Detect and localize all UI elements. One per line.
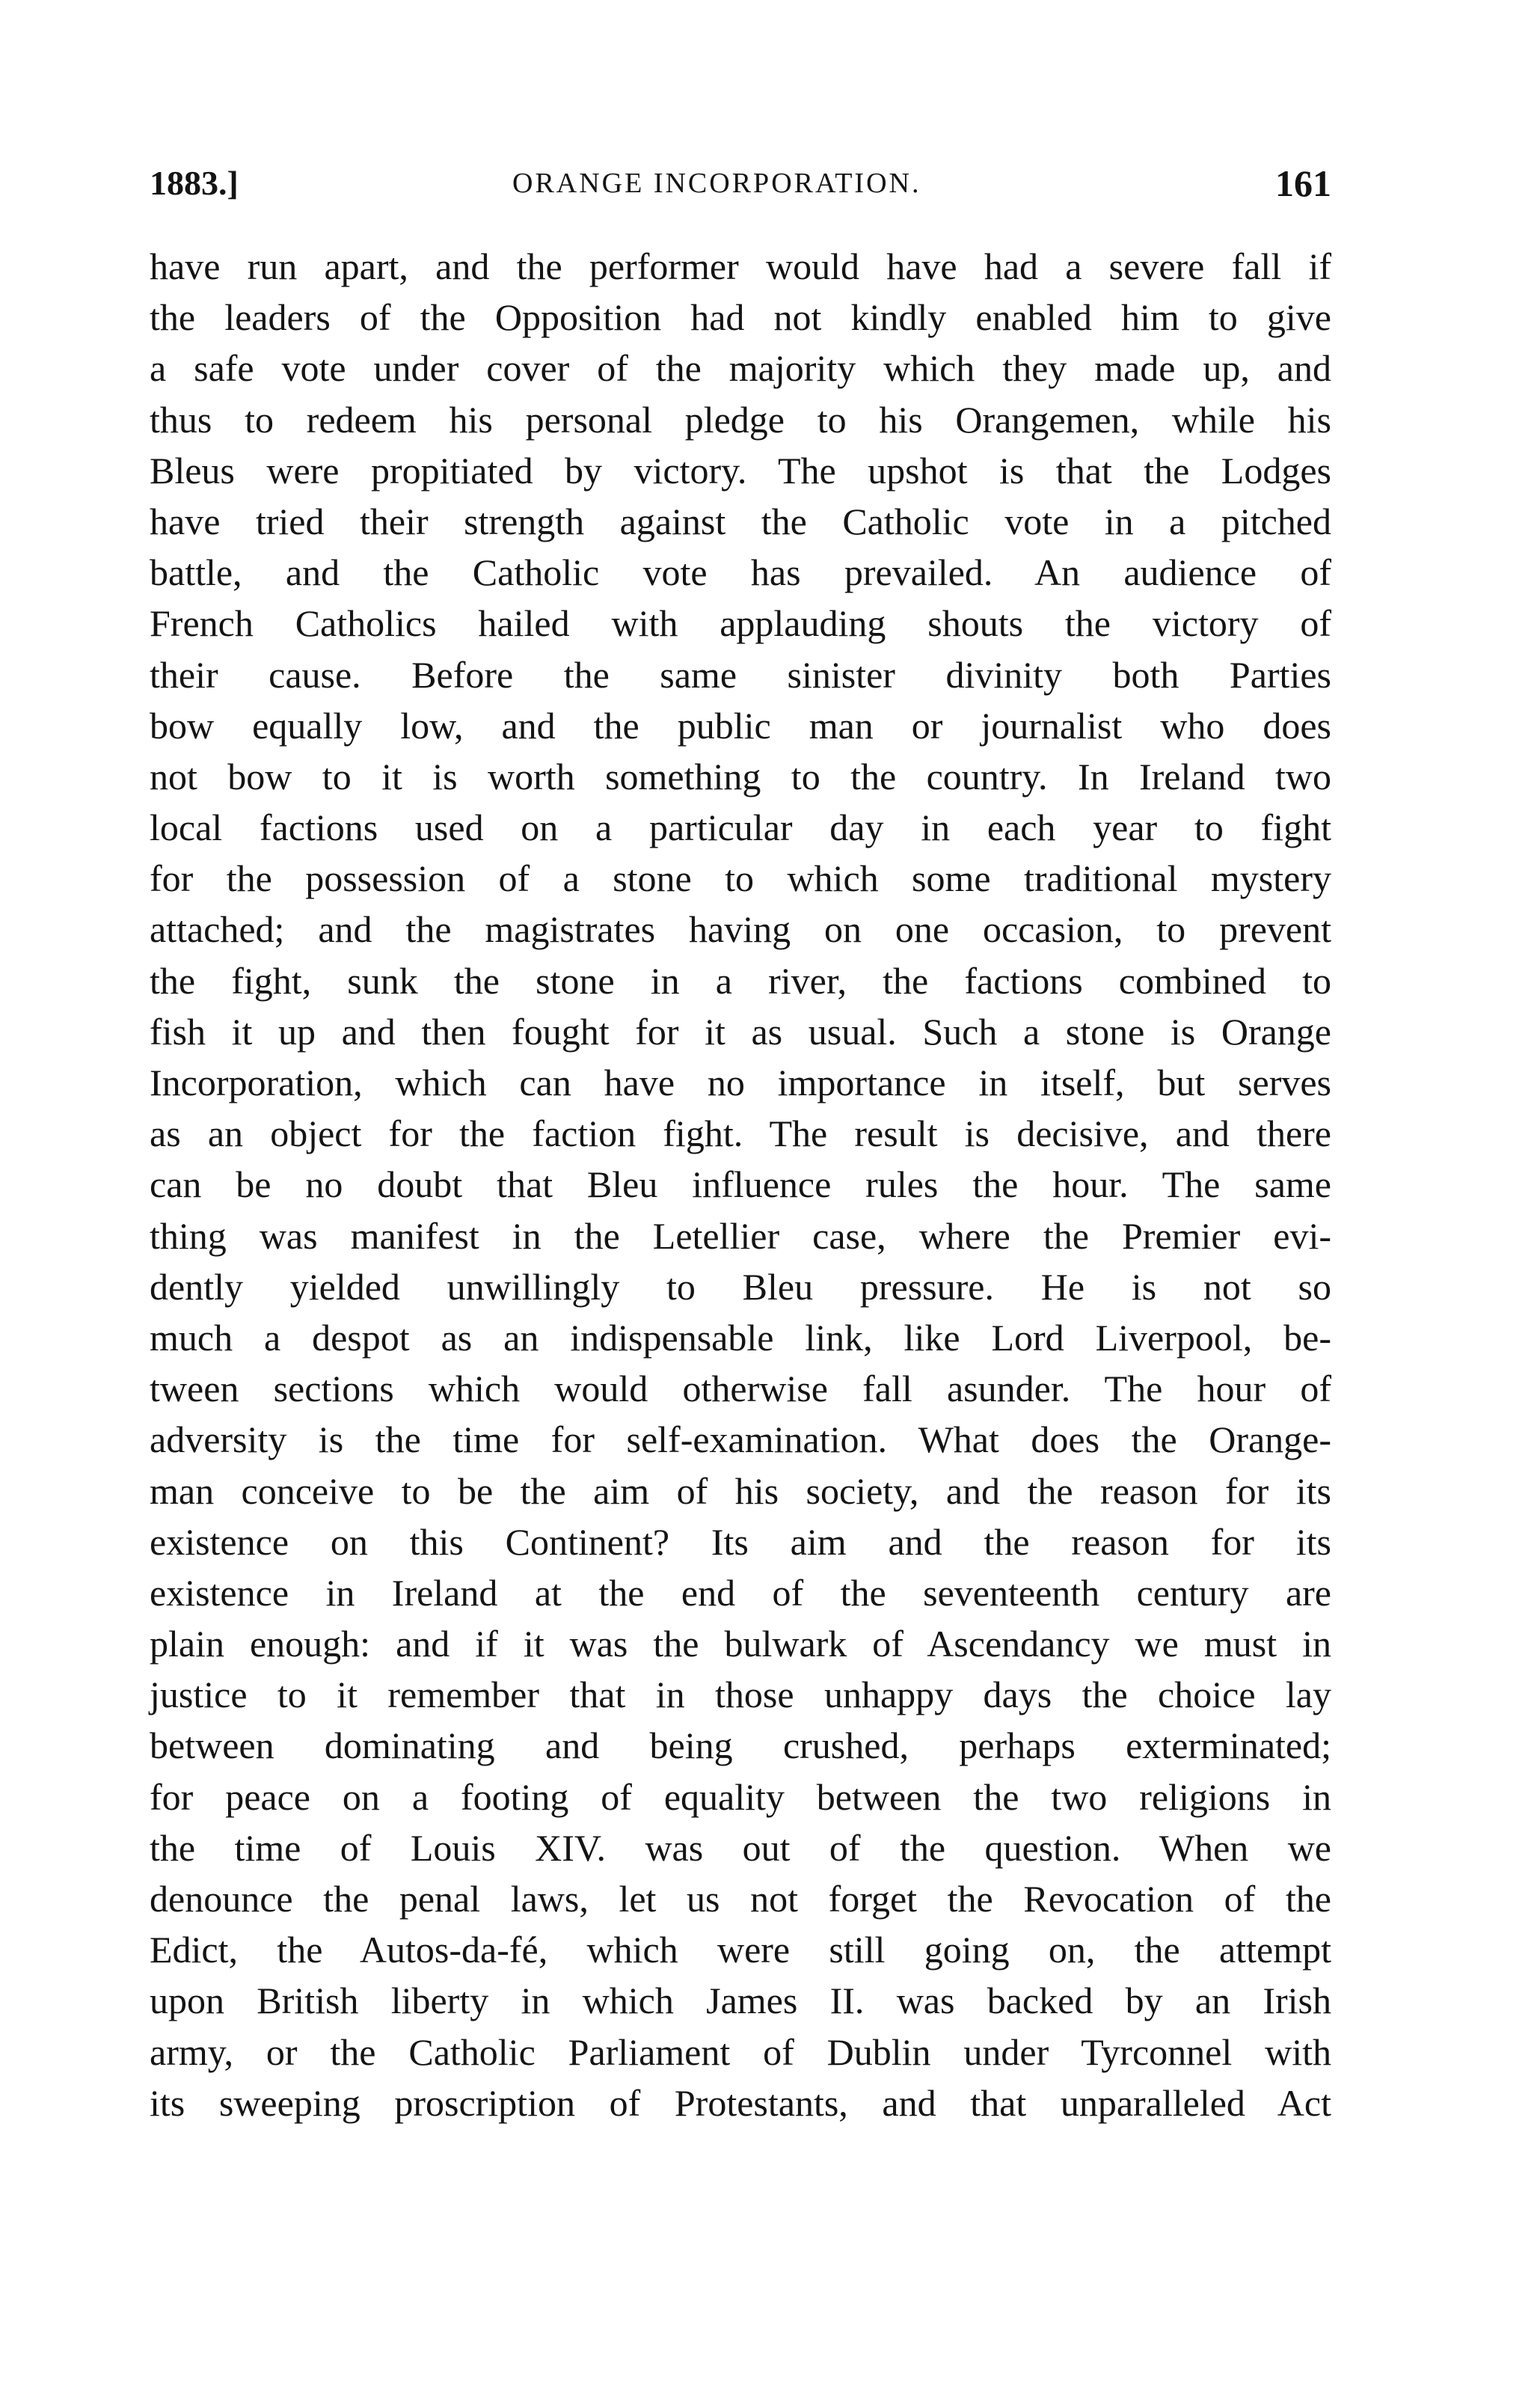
text-line: local factions used on a particular day in each year to fight (150, 806, 1331, 849)
text-line: as an object for the faction fight. The result is decisive, and there (150, 1112, 1331, 1155)
text-line: much a despot as an indispensable link, like Lord Liverpool, be- (150, 1316, 1331, 1359)
text-line: can be no doubt that Bleu influence rules the hour. The same (150, 1163, 1331, 1206)
body-text (150, 241, 1331, 2128)
text-line: dently yielded unwillingly to Bleu pressure. He is not so (150, 1265, 1331, 1308)
text-line: existence on this Continent? Its aim and the reason for its (150, 1520, 1331, 1563)
text-line: have tried their strength against the Catholic vote in a pitched (150, 500, 1331, 542)
text-line: battle, and the Catholic vote has prevailed. An audience of (150, 551, 1331, 594)
header-year: 1883.] (150, 164, 239, 202)
text-line: fish it up and then fought for it as usual. Such a stone is Orange (150, 1010, 1331, 1053)
text-line: denounce the penal laws, let us not forget the Revocation of the (150, 1878, 1331, 1920)
text-line: not bow to it is worth something to the country. In Ireland two (150, 755, 1331, 797)
text-line: adversity is the time for self-examination. What does the Orange- (150, 1418, 1331, 1461)
text-line: attached; and the magistrates having on one occasion, to prevent (150, 908, 1331, 951)
text-line: thus to redeem his personal pledge to his Orangemen, while his (150, 398, 1331, 441)
text-line: French Catholics hailed with applauding shouts the victory of (150, 602, 1331, 645)
text-line: justice to it remember that in those unhappy days the choice lay (150, 1674, 1331, 1716)
text-line: a safe vote under cover of the majority which they made up, and (150, 347, 1331, 390)
running-head (150, 157, 1331, 209)
text-line: existence in Ireland at the end of the seventeenth century are (150, 1571, 1331, 1614)
text-line: the leaders of the Opposition had not kindly enabled him to give (150, 296, 1331, 339)
text-line: the time of Louis XIV. was out of the question. When we (150, 1826, 1331, 1869)
text-line: Edict, the Autos-da-fé, which were still going on, the attempt (150, 1929, 1331, 1971)
text-line: Incorporation, which can have no importance in itself, but serves (150, 1062, 1331, 1103)
text-line: army, or the Catholic Parliament of Dublin under Tyrconnel with (150, 2030, 1331, 2073)
text-line: the fight, sunk the stone in a river, the factions combined to (150, 959, 1331, 1002)
text-line: have run apart, and the performer would have had a severe fall if (150, 245, 1331, 287)
text-line: upon British liberty in which James II. was backed by an Irish (150, 1980, 1331, 2022)
text-line: for the possession of a stone to which some traditional mystery (150, 857, 1331, 900)
text-line: for peace on a footing of equality between the two religions in (150, 1775, 1331, 1818)
text-line: its sweeping proscription of Protestants, and that unparalleled Act (150, 2081, 1331, 2124)
text-line: plain enough: and if it was the bulwark of Ascendancy we must in (150, 1623, 1331, 1665)
text-line: man conceive to be the aim of his society, and the reason for its (150, 1469, 1331, 1512)
text-line: tween sections which would otherwise fall asunder. The hour of (150, 1368, 1331, 1410)
text-line: Bleus were propitiated by victory. The upshot is that the Lodges (150, 449, 1331, 492)
text-line: thing was manifest in the Letellier case, where the Premier evi- (150, 1214, 1331, 1257)
text-line: their cause. Before the same sinister divinity both Parties (150, 653, 1331, 696)
text-line: bow equally low, and the public man or journalist who does (150, 704, 1331, 747)
header-title: ORANGE INCORPORATION. (512, 168, 921, 199)
text-line: between dominating and being crushed, perhaps exterminated; (150, 1724, 1331, 1767)
page-number: 161 (1275, 162, 1331, 204)
